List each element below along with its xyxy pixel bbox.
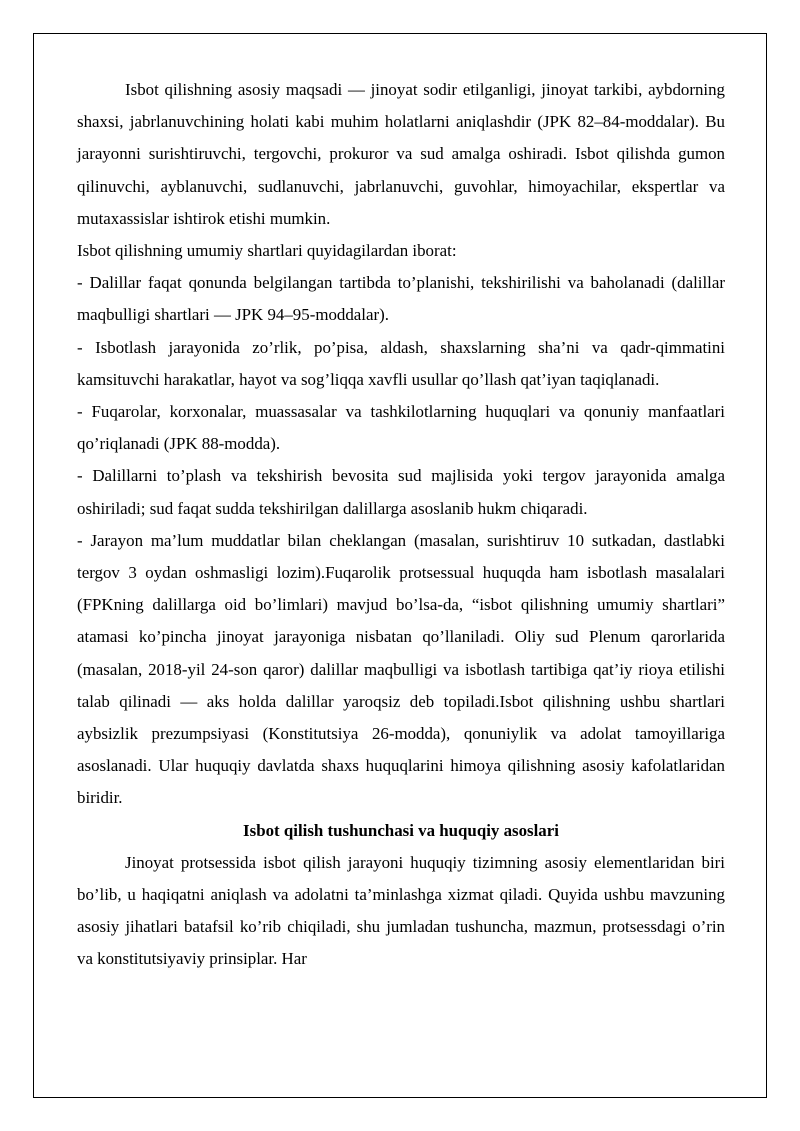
document-page xyxy=(33,33,767,1098)
paragraph-section-intro: Jinoyat protsessida isbot qilish jarayoni huquqiy tizimning asosiy elementlaridan biri bo’lib, u haqiqatni aniqlash va adolatni ta’minlashga xizmat qiladi. Quyida ushbu mavzuning asosiy jihatlari batafsil ko’rib chiqiladi, shu jumladan tushuncha, mazmun, protsessdagi o’rin va konstitutsiyaviy prinsiplar. Har xyxy=(77,852,725,969)
list-item-court-examination: - Dalillarni to’plash va tekshirish bevosita sud majlisida yoki tergov jarayonida amalga oshiriladi; sud faqat sudda tekshirilgan dalillarga asoslanib hukm chiqaradi. xyxy=(77,466,725,518)
paragraph-intro: Isbot qilishning asosiy maqsadi — jinoyat sodir etilganligi, jinoyat tarkibi, aybdorning shaxsi, jabrlanuvchining holati kabi muhim holatlarni aniqlashdir (JPK 82–84-moddalar). Bu jarayonni surishtiruvchi, tergovchi, prokuror va sud amalga oshiradi. Isbot qilishda gumon qilinuvchi, ayblanuvchi, sudlanuvchi, jabrlanuvchi, guvohlar, himoyachilar, ekspertlar va mutaxassislar ishtirok etishi mumkin. xyxy=(77,80,725,228)
document-body xyxy=(77,74,725,976)
paragraph-conditions-lead: Isbot qilishning umumiy shartlari quyidagilardan iborat: xyxy=(77,241,457,261)
section-heading: Isbot qilish tushunchasi va huquqiy asoslari xyxy=(243,820,559,840)
list-item-time-limits: - Jarayon ma’lum muddatlar bilan cheklangan (masalan, surishtiruv 10 sutkadan, dastlabki tergov 3 oydan oshmasligi lozim).Fuqarolik protsessual huquqda ham isbotlash masalalari (FPKning dalillarga oid bo’limlari) mavjud bo’lsa-da, “isbot qilishning umumiy shartlari” atamasi ko’pincha jinoyat jarayoniga nisbatan qo’llaniladi. Oliy sud Plenum qarorlarida (masalan, 2018-yil 24-son qaror) dalillar maqbulligi va isbotlash tartibiga qat’iy rioya etilishi talab qilinadi — aks holda dalillar yaroqsiz deb topiladi.Isbot qilishning ushbu shartlari aybsizlik prezumpsiyasi (Konstitutsiya 26-modda), qonuniylik va adolat tamoyillariga asoslanadi. Ular huquqiy davlatda shaxs huquqlarini himoya qilishning asosiy kafolatlaridan biridir. xyxy=(77,530,725,808)
list-item-rights-protection: - Fuqarolar, korxonalar, muassasalar va tashkilotlarning huquqlari va qonuniy manfaatlari qo’riqlanadi (JPK 88-modda). xyxy=(77,402,725,454)
list-item-prohibited-methods: - Isbotlash jarayonida zo’rlik, po’pisa, aldash, shaxslarning sha’ni va qadr-qimmatini kamsituvchi harakatlar, hayot va sog’liqqa xavfli usullar qo’llash qat’iyan taqiqlanadi. xyxy=(77,337,725,389)
list-item-evidence-order: - Dalillar faqat qonunda belgilangan tartibda to’planishi, tekshirilishi va baholanadi (dalillar maqbulligi shartlari — JPK 94–95-moddalar). xyxy=(77,273,725,325)
